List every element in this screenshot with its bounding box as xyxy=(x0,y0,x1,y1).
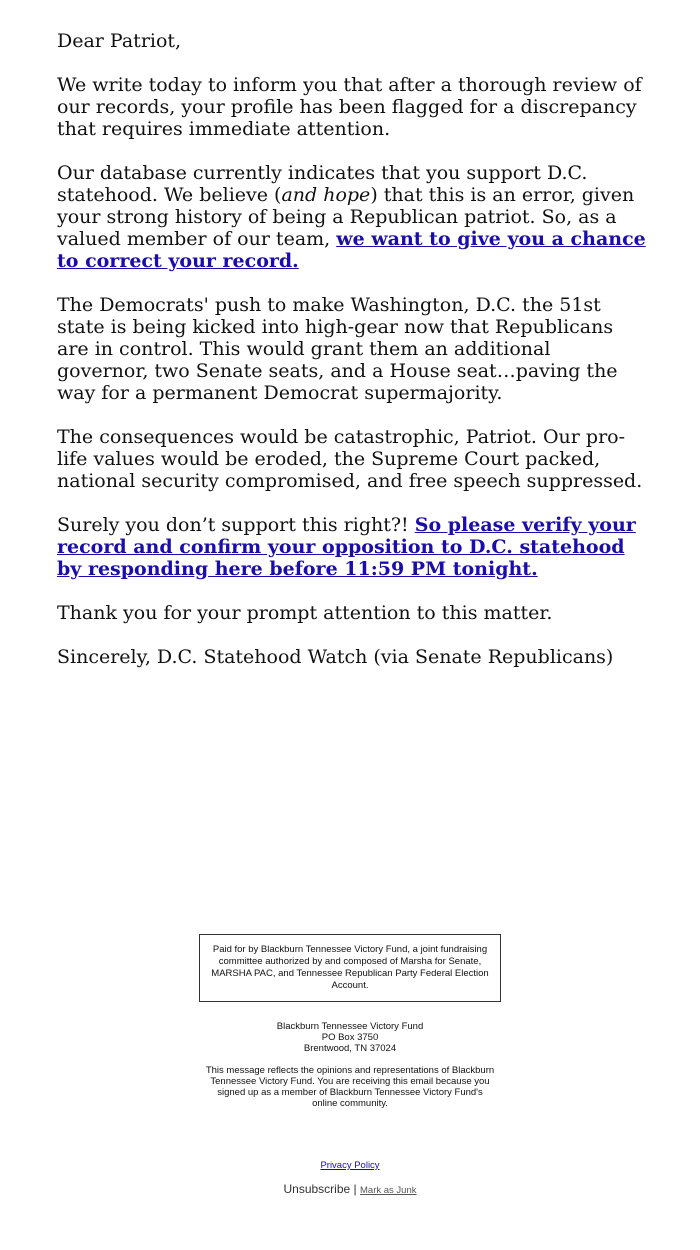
mailing-address xyxy=(200,1021,500,1054)
p2-italic: and hope xyxy=(281,184,371,206)
signoff: Sincerely, D.C. Statehood Watch (via Senate Republicans) xyxy=(57,646,614,668)
paragraph-4: The consequences would be catastrophic, Patriot. Our pro-life values would be eroded, the Supreme Court packed, national security compromised, and free speech suppressed. xyxy=(57,426,643,492)
paragraph-1: We write today to inform you that after a thorough review of our records, your profile has been flagged for a discrepancy that requires immediate attention. xyxy=(57,74,642,140)
p2-text-b: ) that this is an error, given your strong history of being a Republican patriot. So, as a valued member of our team, xyxy=(57,184,635,250)
unsubscribe-text[interactable]: Unsubscribe xyxy=(283,1182,351,1196)
po-box: PO Box 3750 xyxy=(321,1032,379,1043)
verify-record-link[interactable]: So please verify your record and confirm your opposition to D.C. statehood by responding here before 11:59 PM tonight. xyxy=(57,514,636,580)
paragraph-6: Thank you for your prompt attention to this matter. xyxy=(57,602,553,624)
email-body xyxy=(57,30,647,690)
separator: | xyxy=(353,1182,357,1196)
email-notice: This message reflects the opinions and representations of Blackburn Tennessee Victory Fund. You are receiving this email because you signed up as a member of Blackburn Tennessee Victory Fund's online community. xyxy=(205,1065,495,1109)
p2-text-a: Our database currently indicates that you support D.C. statehood. We believe ( xyxy=(57,162,588,206)
p5-text: Surely you don’t support this right?! xyxy=(57,514,415,536)
city-state-zip: Brentwood, TN 37024 xyxy=(303,1043,397,1054)
privacy-row xyxy=(0,1160,700,1171)
mark-as-junk-link[interactable]: Mark as Junk xyxy=(360,1185,417,1196)
unsubscribe-row xyxy=(0,1182,700,1196)
salutation: Dear Patriot, xyxy=(57,30,182,52)
paragraph-2 xyxy=(57,162,647,272)
org-name: Blackburn Tennessee Victory Fund xyxy=(276,1021,424,1032)
paragraph-5 xyxy=(57,514,647,580)
privacy-policy-link[interactable]: Privacy Policy xyxy=(320,1160,380,1171)
correct-record-link[interactable]: we want to give you a chance to correct your record. xyxy=(57,228,646,272)
paragraph-3: The Democrats' push to make Washington, D.C. the 51st state is being kicked into high-gear now that Republicans are in control. This would grant them an additional governor, two Senate seats, and a House seat…paving the way for a permanent Democrat supermajority. xyxy=(57,294,618,404)
paid-for-disclaimer: Paid for by Blackburn Tennessee Victory Fund, a joint fundraising committee authorized by and composed of Marsha for Senate, MARSHA PAC, and Tennessee Republican Party Federal Election Account. xyxy=(199,934,501,1002)
